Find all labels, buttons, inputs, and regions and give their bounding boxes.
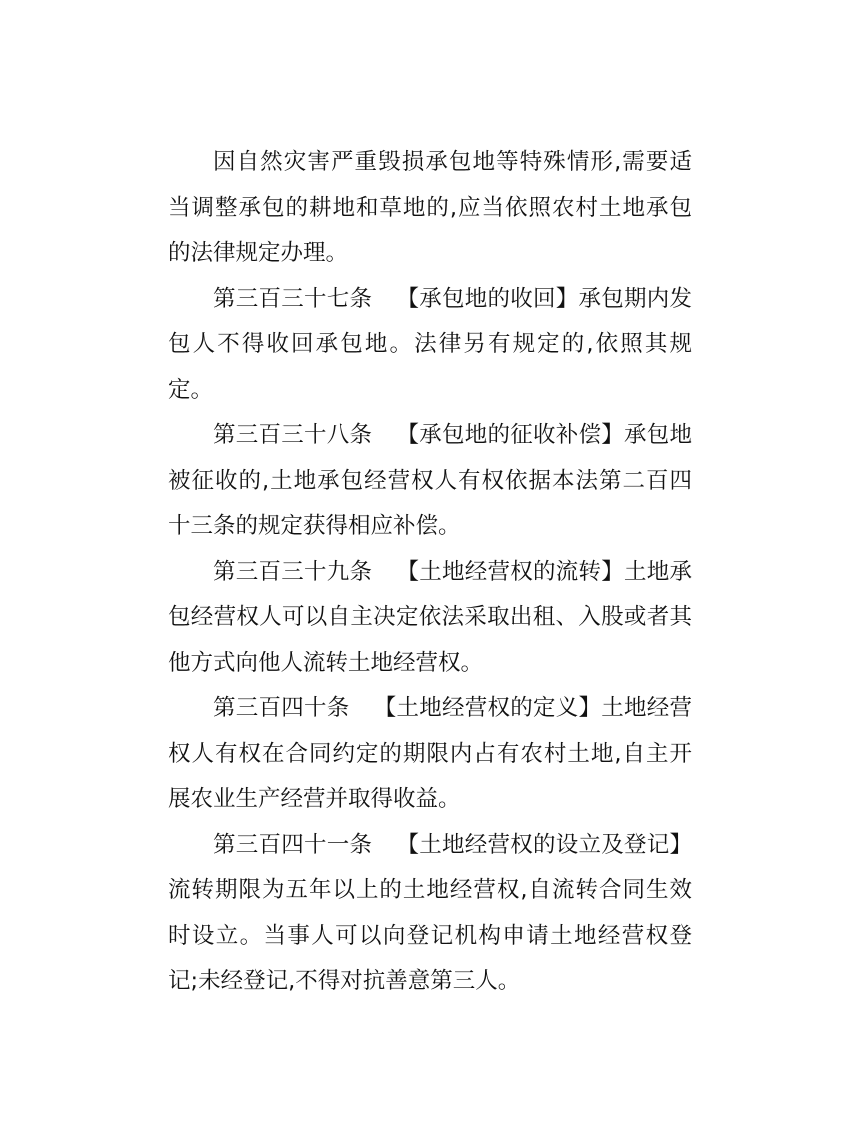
article-text: 流转期限为五年以上的土地经营权,自流转合同生效时设立。当事人可以向登记机构申请土地经营权登记;未经登记,不得对抗善意第三人。 [168, 877, 692, 994]
article-heading: 【承包地的收回】 [396, 285, 579, 312]
paragraph-intro [168, 140, 692, 277]
article-number: 第三百四十条 [213, 695, 350, 721]
article-number: 第三百三十七条 [213, 285, 373, 312]
document-page [168, 140, 692, 1005]
article-heading: 【承包地的征收补偿】 [396, 422, 624, 448]
article-number: 第三百三十九条 [213, 558, 373, 585]
article-text: 土地经营权人有权在合同约定的期限内占有农村土地,自主开展农业生产经营并取得收益。 [168, 695, 692, 812]
article-heading: 【土地经营权的设立及登记】 [396, 831, 692, 858]
article-339 [168, 550, 692, 687]
article-text: 承包期内发包人不得收回承包地。法律另有规定的,依照其规定。 [168, 285, 692, 403]
paragraph-text: 因自然灾害严重毁损承包地等特殊情形,需要适当调整承包的耕地和草地的,应当依照农村土地承包的法律规定办理。 [168, 149, 692, 266]
article-340 [168, 686, 692, 823]
article-heading: 【土地经营权的流转】 [396, 558, 624, 585]
article-number: 第三百三十八条 [213, 422, 373, 448]
article-337 [168, 277, 692, 414]
article-338 [168, 413, 692, 550]
article-text: 承包地被征收的,土地承包经营权人有权依据本法第二百四十三条的规定获得相应补偿。 [168, 422, 692, 539]
article-heading: 【土地经营权的定义】 [373, 695, 602, 721]
article-number: 第三百四十一条 [213, 831, 373, 858]
article-text: 土地承包经营权人可以自主决定依法采取出租、入股或者其他方式向他人流转土地经营权。 [168, 558, 692, 676]
article-341 [168, 823, 692, 1005]
